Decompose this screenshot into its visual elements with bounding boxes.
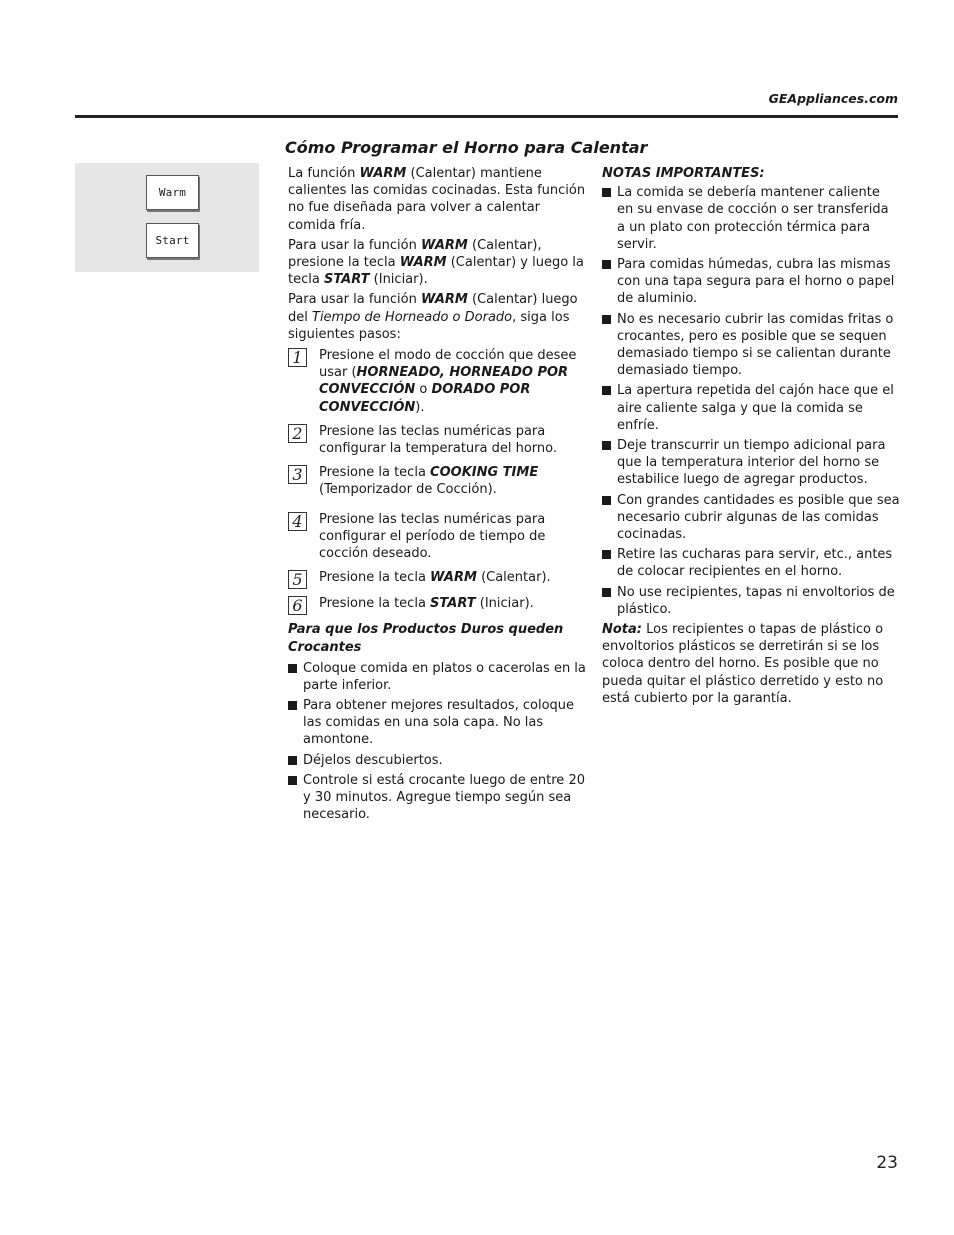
key-panel [75,163,259,272]
step-number: 4 [288,512,307,531]
right-column [602,165,900,710]
page-number: 23 [876,1153,898,1173]
intro-paragraph-3: Para usar la función WARM (Calentar) luego del Tiempo de Horneado o Dorado, siga los siguientes pasos: [288,292,578,342]
notes-heading: NOTAS IMPORTANTES: [602,166,765,181]
note-paragraph: Nota: Los recipientes o tapas de plástico o envoltorios plásticos se derretirán si se los coloca dentro del horno. Es posible que no pueda quitar el plástico derretido y esto no está cubierto por la garantía. [602,622,884,706]
step-number: 3 [288,465,307,484]
step-item: 5 Presione la tecla WARM (Calentar). [288,569,588,586]
start-key-label: Start [155,234,190,247]
step-item: 4 Presione las teclas numéricas para configurar el período de tiempo de cocción deseado. [288,511,588,563]
list-item: Deje transcurrir un tiempo adicional para que la temperatura interior del horno se estabilice luego de agregar productos. [602,437,900,489]
list-item: Coloque comida en platos o cacerolas en la parte inferior. [288,660,588,694]
crisp-list [288,660,588,824]
intro-paragraph-1: La función WARM (Calentar) mantiene calientes las comidas cocinadas. Esta función no fue diseñada para volver a calentar comida fría. [288,166,586,233]
left-column [288,165,588,827]
site-url: GEAppliances.com [768,91,898,106]
step-item: 3 Presione la tecla COOKING TIME (Temporizador de Cocción). [288,464,588,498]
step-list [288,347,588,616]
list-item: La comida se debería mantener caliente en su envase de cocción o ser transferida a un plato con protección térmica para servir. [602,184,900,253]
step-item: 1 Presione el modo de cocción que desee usar (HORNEADO, HORNEADO POR CONVECCIÓN o DORADO POR CONVECCIÓN). [288,347,588,416]
list-item: No use recipientes, tapas ni envoltorios de plástico. [602,584,900,618]
list-item: Para obtener mejores resultados, coloque las comidas en una sola capa. No las amontone. [288,697,588,749]
step-number: 5 [288,570,307,589]
list-item: Con grandes cantidades es posible que sea necesario cubrir algunas de las comidas cocinadas. [602,492,900,544]
warm-key-label: Warm [158,186,187,199]
list-item: Déjelos descubiertos. [288,752,588,769]
header-rule [75,115,898,118]
notes-list [602,184,900,618]
step-item: 6 Presione la tecla START (Iniciar). [288,595,588,612]
step-number: 1 [288,348,307,367]
step-number: 6 [288,596,307,615]
intro-paragraph-2: Para usar la función WARM (Calentar), presione la tecla WARM (Calentar) y luego la tecla START (Iniciar). [288,237,584,288]
step-item: 2 Presione las teclas numéricas para configurar la temperatura del horno. [288,423,588,457]
list-item: No es necesario cubrir las comidas fritas o crocantes, pero es posible que se sequen demasiado tiempo si se calientan durante demasiado tiempo. [602,311,900,380]
section-title: Cómo Programar el Horno para Calentar [285,138,648,157]
start-key [146,223,199,258]
step-number: 2 [288,424,307,443]
list-item: Retire las cucharas para servir, etc., antes de colocar recipientes en el horno. [602,546,900,580]
list-item: La apertura repetida del cajón hace que el aire caliente salga y que la comida se enfríe. [602,382,900,434]
crisp-heading: Para que los Productos Duros queden Crocantes [288,621,564,655]
warm-key [146,175,199,210]
list-item: Para comidas húmedas, cubra las mismas con una tapa segura para el horno o papel de aluminio. [602,256,900,308]
list-item: Controle si está crocante luego de entre 20 y 30 minutos. Agregue tiempo según sea necesario. [288,772,588,824]
